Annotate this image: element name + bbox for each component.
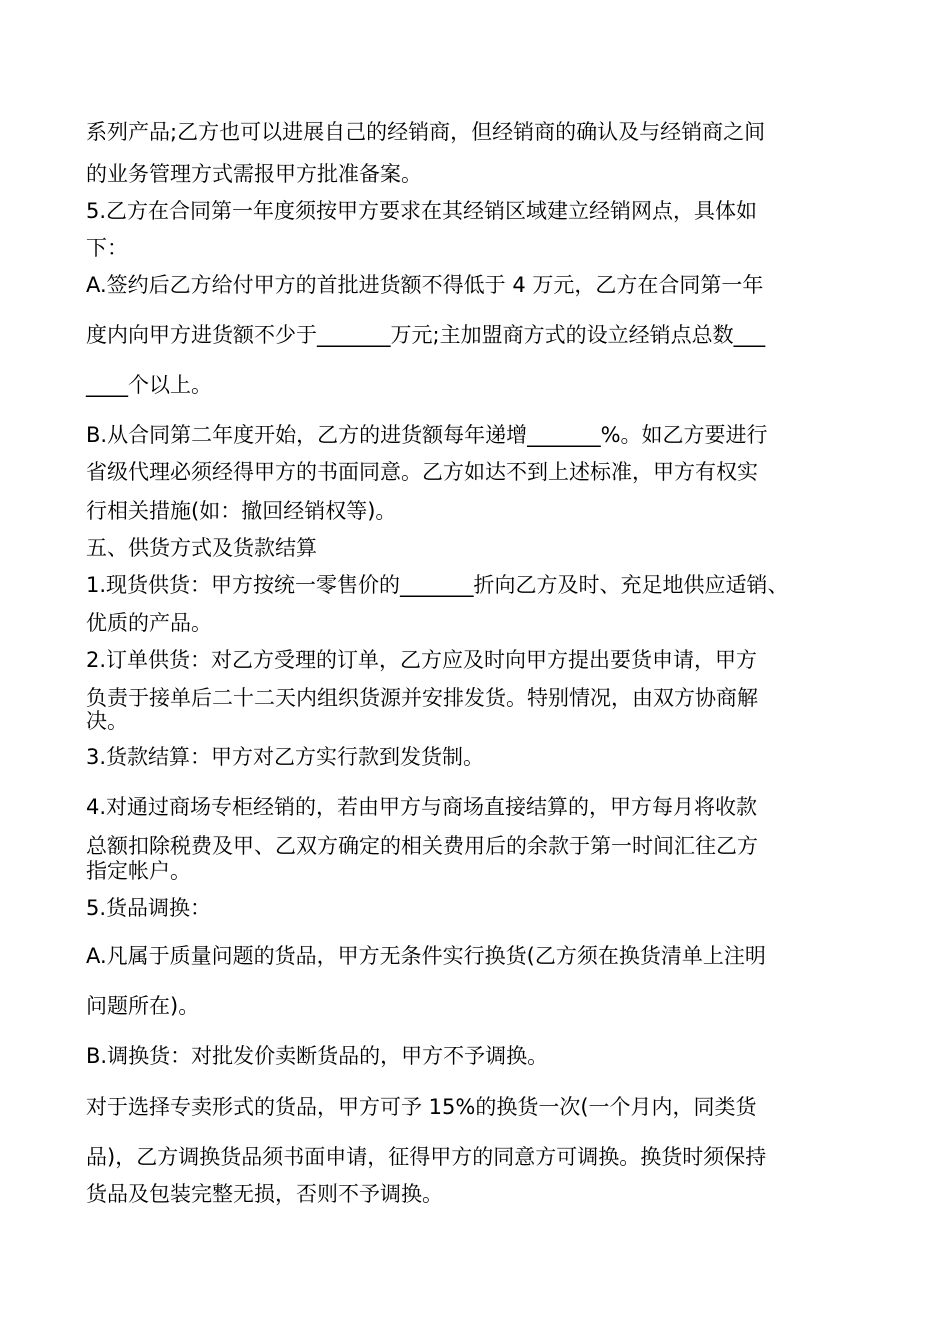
text-line: 系列产品;乙方也可以进展自己的经销商，但经销商的确认及与经销商之间 [86,120,766,144]
text-line: 的业务管理方式需报甲方批准备案。 [86,162,422,186]
section-heading: 五、供货方式及货款结算 [86,536,317,560]
text-line: 决。 [86,709,128,733]
text-line: 货品及包装完整无损，否则不予调换。 [86,1182,443,1206]
text-line: 问题所在)。 [86,994,200,1018]
text-line: 5.乙方在合同第一年度须按甲方要求在其经销区域建立经销网点，具体如 [86,199,758,223]
text-line: B.从合同第二年度开始，乙方的进货额每年递增_______%。如乙方要进行 [86,423,768,447]
text-line: 总额扣除税费及甲、乙双方确定的相关费用后的余款于第一时间汇往乙方 [86,834,758,858]
text-line: 3.货款结算：甲方对乙方实行款到发货制。 [86,745,485,769]
text-line: ____个以上。 [86,373,212,397]
text-line: 品)，乙方调换货品须书面申请，征得甲方的同意方可调换。换货时须保持 [86,1145,767,1169]
text-line: 下： [86,236,128,260]
text-line: B.调换货：对批发价卖断货品的，甲方不予调换。 [86,1044,549,1068]
text-line: A.凡属于质量问题的货品，甲方无条件实行换货(乙方须在换货清单上注明 [86,944,766,968]
text-line: 对于选择专卖形式的货品，甲方可予 15%的换货一次(一个月内，同类货 [86,1095,757,1119]
text-line: 1.现货供货：甲方按统一零售价的_______折向乙方及时、充足地供应适销、 [86,573,789,597]
text-line: 优质的产品。 [86,611,212,635]
text-line: 2.订单供货：对乙方受理的订单，乙方应及时向甲方提出要货申请，甲方 [86,648,758,672]
text-line: 省级代理必须经得甲方的书面同意。乙方如达不到上述标准，甲方有权实 [86,460,758,484]
text-line: 5.货品调换： [86,896,212,920]
text-line: 负责于接单后二十二天内组织货源并安排发货。特别情况，由双方协商解 [86,686,758,710]
text-line: A.签约后乙方给付甲方的首批进货额不得低于 4 万元，乙方在合同第一年 [86,273,764,297]
text-line: 指定帐户。 [86,859,191,883]
text-line: 4.对通过商场专柜经销的，若由甲方与商场直接结算的，甲方每月将收款 [86,795,758,819]
text-line: 度内向甲方进货额不少于_______万元;主加盟商方式的设立经销点总数___ [86,323,766,347]
text-line: 行相关措施(如：撤回经销权等)。 [86,499,397,523]
